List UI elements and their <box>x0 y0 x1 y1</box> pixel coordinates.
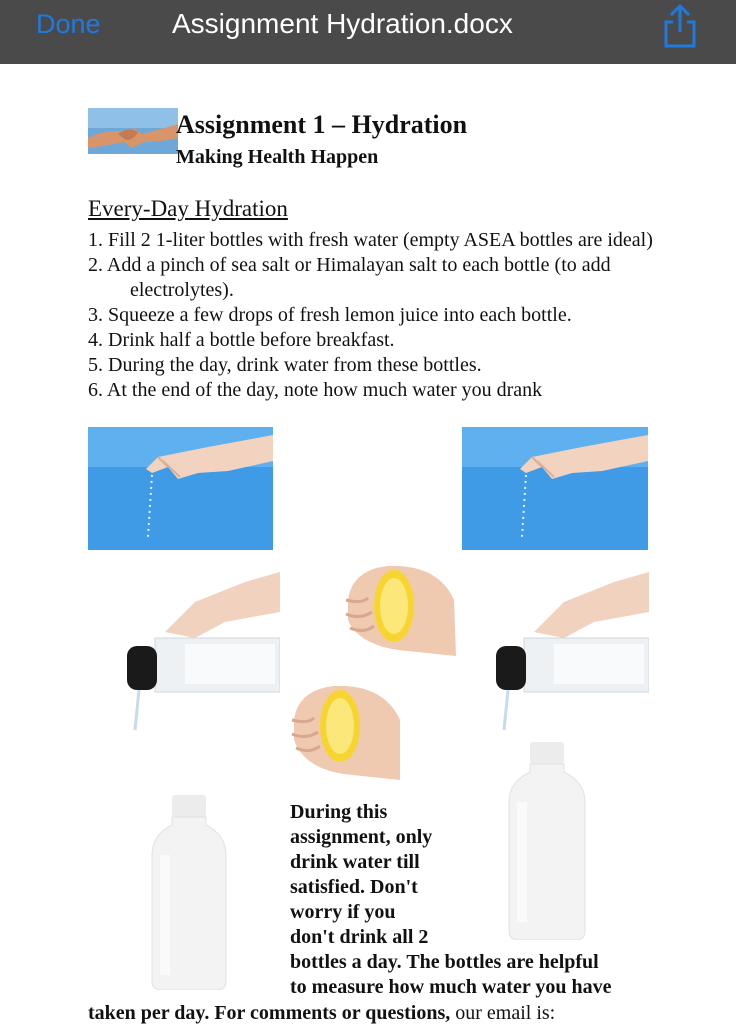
lemon-squeeze-image <box>284 680 402 780</box>
list-item: 6. At the end of the day, note how much water you drank <box>88 379 543 401</box>
empty-bottle-image <box>148 795 230 990</box>
note-line: drink water till <box>290 851 420 873</box>
list-item: 3. Squeeze a few drops of fresh lemon juice into each bottle. <box>88 304 572 326</box>
footer-email-text: our email is: <box>450 1002 556 1024</box>
footer-line <box>88 1001 555 1026</box>
note-line: worry if you <box>290 901 396 923</box>
lemon-squeeze-image <box>338 560 458 656</box>
note-line: to measure how much water you have <box>290 976 612 998</box>
list-item: 2. Add a pinch of sea salt or Himalayan salt to each bottle (to add electrolytes). <box>88 254 611 301</box>
top-toolbar <box>0 0 736 64</box>
assignment-title: Assignment 1 – Hydration <box>176 110 468 139</box>
footer-bold-text: taken per day. For comments or questions, <box>88 1002 451 1024</box>
salt-pinch-image <box>88 427 273 550</box>
section-heading: Every-Day Hydration <box>88 196 288 221</box>
list-item: 5. During the day, drink water from these bottles. <box>88 354 482 376</box>
salt-pinch-image <box>462 427 648 550</box>
list-item: 1. Fill 2 1-liter bottles with fresh water (empty ASEA bottles are ideal) <box>88 229 653 251</box>
note-line: don't drink all 2 <box>290 926 429 948</box>
pouring-bottle-image <box>125 572 280 732</box>
document-title: Assignment Hydration.docx <box>172 8 513 39</box>
note-line: satisfied. Don't <box>290 876 418 898</box>
note-line: During this <box>290 801 388 823</box>
done-button[interactable]: Done <box>36 9 101 39</box>
list-item: 4. Drink half a bottle before breakfast. <box>88 329 395 351</box>
assignment-subtitle: Making Health Happen <box>176 146 379 168</box>
steps-list <box>88 228 668 403</box>
note-line: bottles a day. The bottles are helpful <box>290 951 599 973</box>
note-line: assignment, only <box>290 826 433 848</box>
pouring-bottle-image <box>494 572 649 732</box>
share-icon[interactable] <box>660 2 700 50</box>
assignment-note <box>290 800 650 1000</box>
handshake-logo-image <box>88 108 178 154</box>
